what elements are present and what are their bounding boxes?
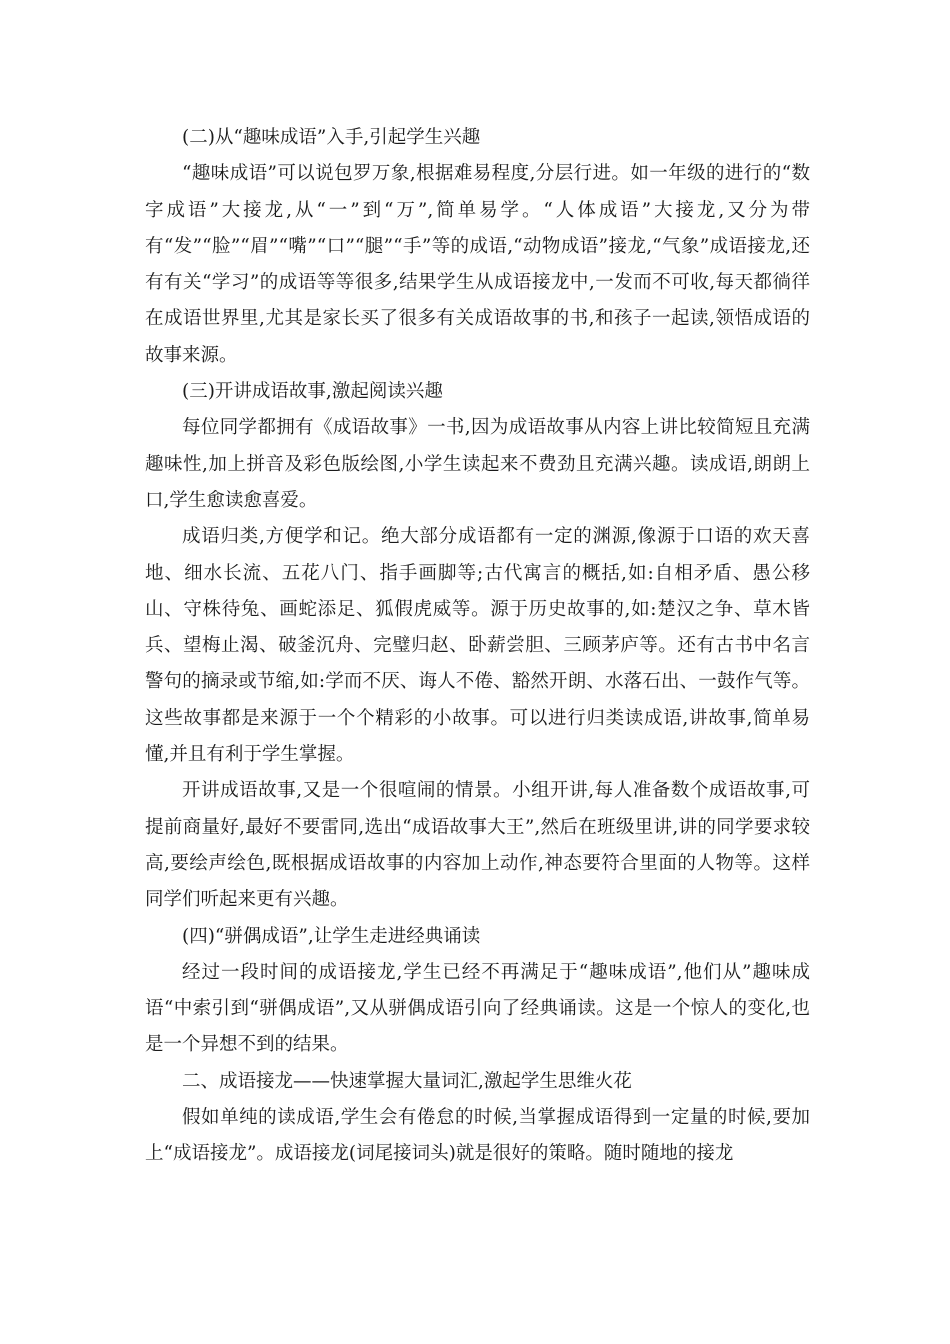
- body-paragraph: 假如单纯的读成语,学生会有倦怠的时候,当掌握成语得到一定量的时候,要加上“成语接龙”。成语接龙(词尾接词头)就是很好的策略。随时随地的接龙: [145, 1107, 810, 1165]
- chapter-heading-2: 二、成语接龙——快速掌握大量词汇,激起学生思维火花: [182, 1070, 632, 1092]
- body-paragraph: 每位同学都拥有《成语故事》一书,因为成语故事从内容上讲比较简短且充满趣味性,加上拼音及彩色版绘图,小学生读起来不费劲且充满兴趣。读成语,朗朗上口,学生愈读愈喜爱。: [145, 417, 810, 511]
- body-paragraph: 经过一段时间的成语接龙,学生已经不再满足于“趣味成语”,他们从”趣味成语“中索引到“骈偶成语”,又从骈偶成语引向了经典诵读。这是一个惊人的变化,也是一个异想不到的结果。: [145, 961, 810, 1056]
- section-heading-3: (三)开讲成语故事,激起阅读兴趣: [182, 381, 443, 403]
- body-paragraph: “趣味成语”可以说包罗万象,根据难易程度,分层行进。如一年级的进行的“数字成语”大接龙,从“一”到“万”,简单易学。“人体成语”大接龙,又分为带有“发”“脸”“眉”“嘴”“口”“腿”“手”等的成语,“动物成语”接龙,“气象”成语接龙,还有有关“学习”的成语等等很多,结果学生从成语接龙中,一发而不可收,每天都徜徉在成语世界里,尤其是家长买了很多有关成语故事的书,和孩子一起读,领悟成语的故事来源。: [145, 163, 810, 366]
- document-body: [145, 120, 810, 1173]
- body-paragraph: 开讲成语故事,又是一个很喧闹的情景。小组开讲,每人准备数个成语故事,可提前商量好,最好不要雷同,选出“成语故事大王”,然后在班级里讲,讲的同学要求较高,要绘声绘色,既根据成语故事的内容加上动作,神态要符合里面的人物等。这样同学们听起来更有兴趣。: [145, 780, 810, 911]
- section-heading-2: (二)从“趣味成语”入手,引起学生兴趣: [182, 127, 481, 148]
- section-heading-4: (四)“骈偶成语”,让学生走进经典诵读: [182, 925, 481, 947]
- body-paragraph: 成语归类,方便学和记。绝大部分成语都有一定的渊源,像源于口语的欢天喜地、细水长流、五花八门、指手画脚等;古代寓言的概括,如:自相矛盾、愚公移山、守株待兔、画蛇添足、狐假虎威等。源于历史故事的,如:楚汉之争、草木皆兵、望梅止渴、破釜沉舟、完璧归赵、卧薪尝胆、三顾茅庐等。还有古书中名言警句的摘录或节缩,如:学而不厌、诲人不倦、豁然开朗、水落石出、一鼓作气等。这些故事都是来源于一个个精彩的小故事。可以进行归类读成语,讲故事,简单易懂,并且有利于学生掌握。: [145, 526, 810, 766]
